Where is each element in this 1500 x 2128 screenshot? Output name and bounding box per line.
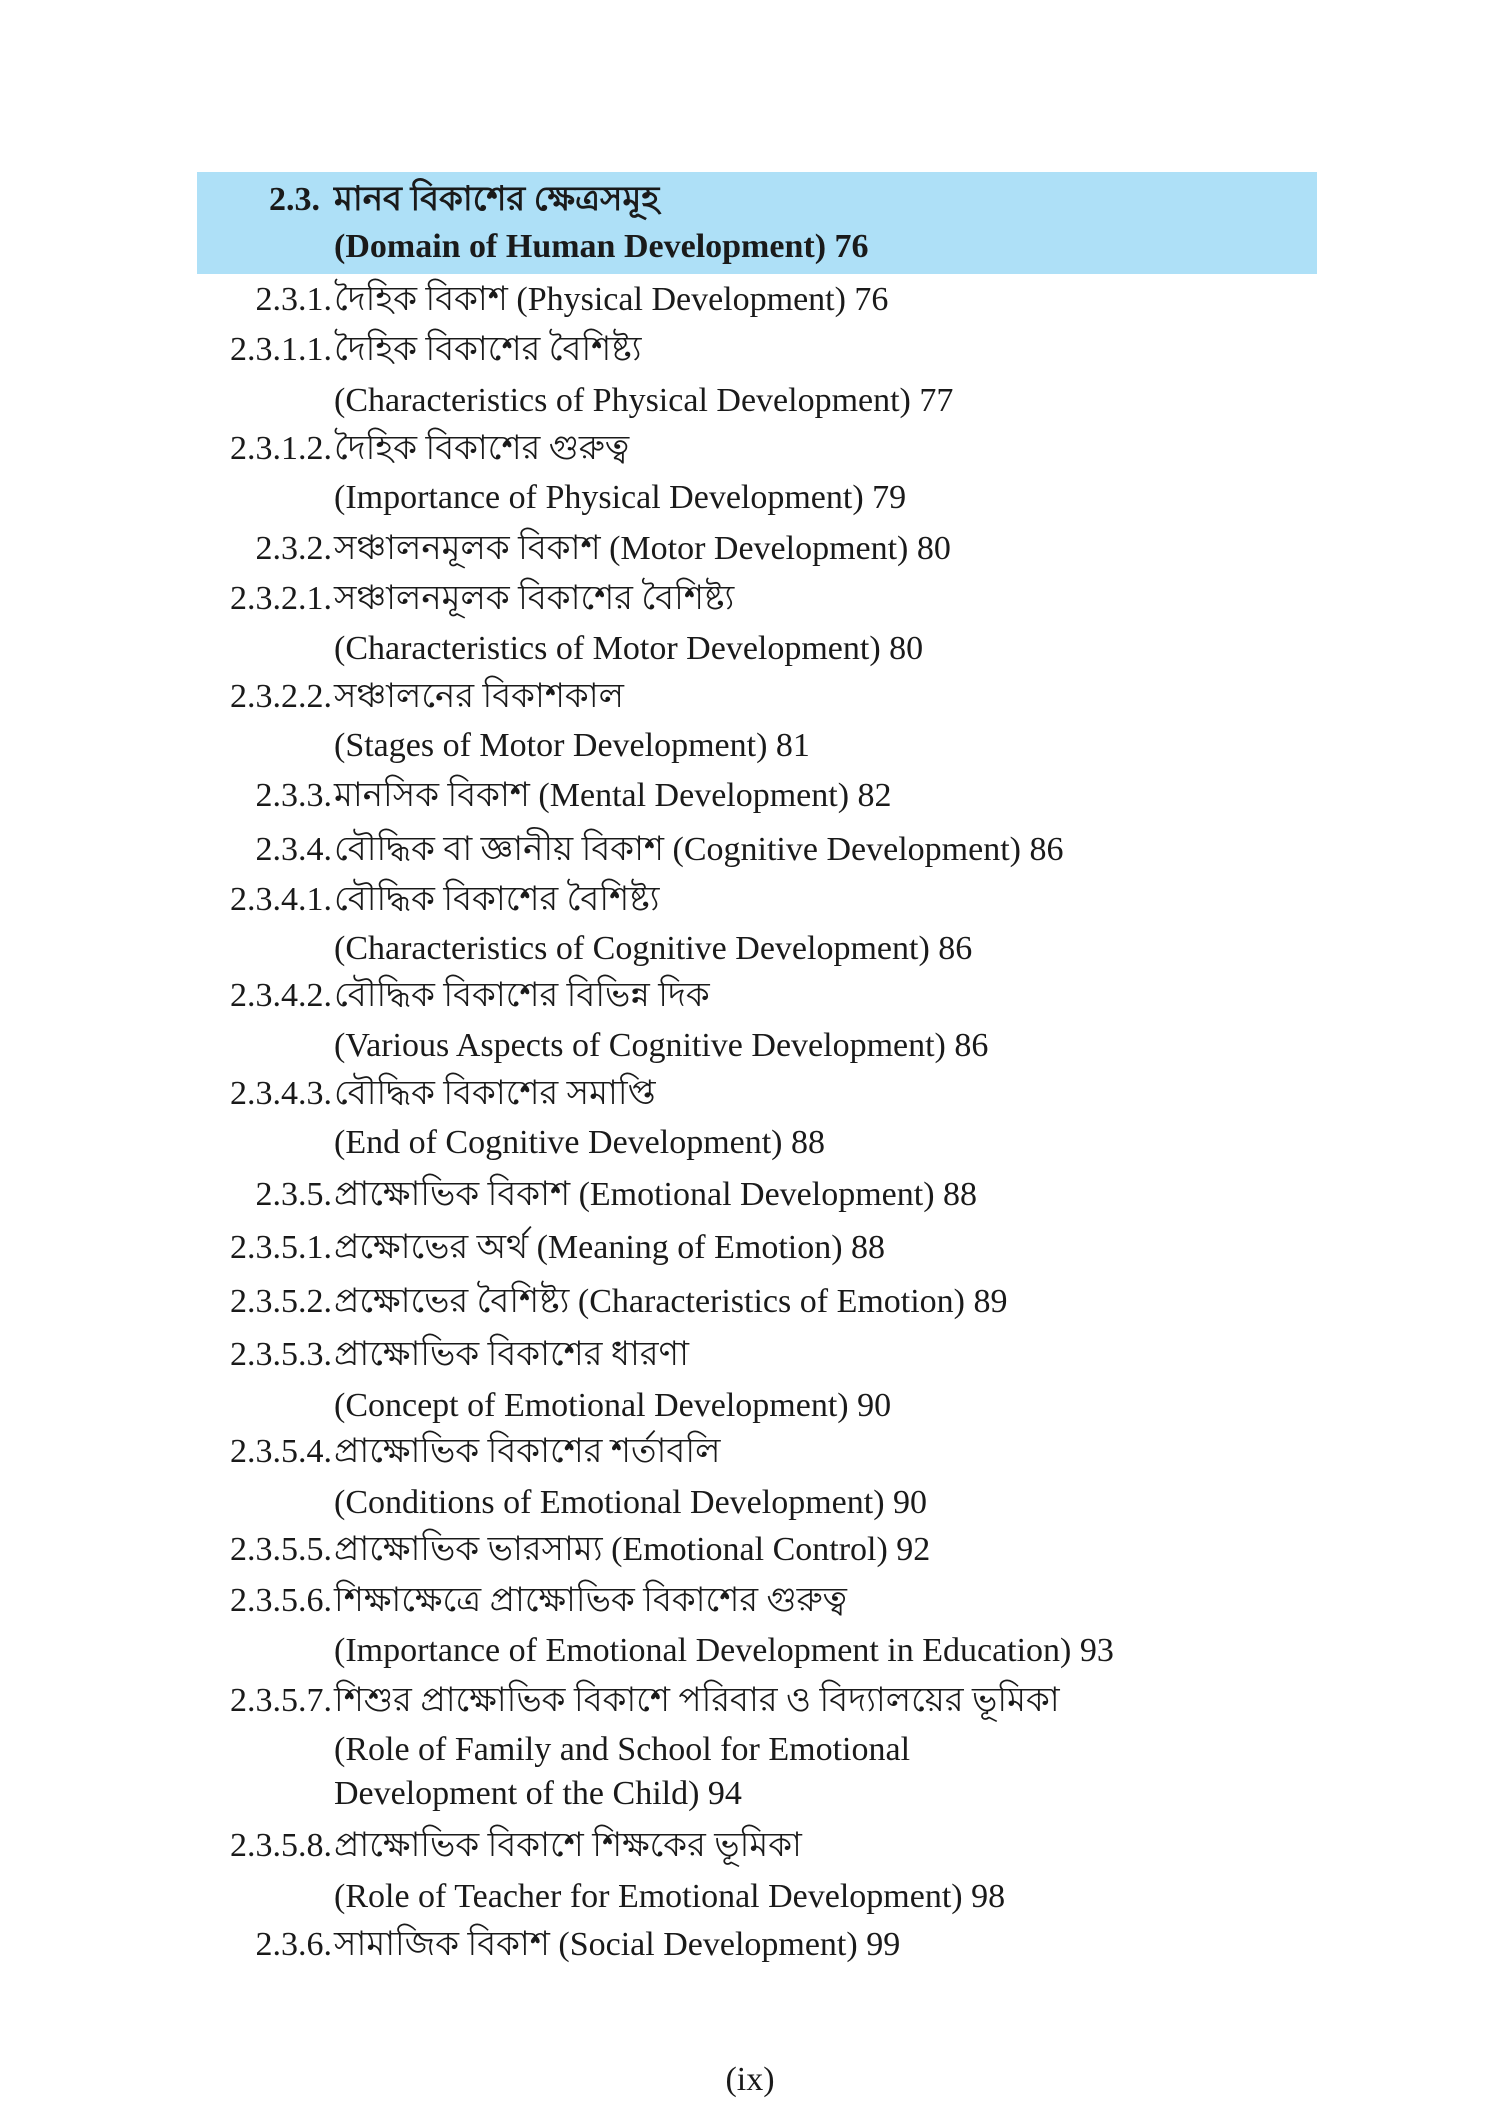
toc-entry-number: 2.3.5.8. xyxy=(230,1827,332,1864)
toc-entry-number: 2.3.5.4. xyxy=(230,1433,332,1470)
toc-entry-number: 2.3.3. xyxy=(255,777,332,814)
toc-entry-line: Development of the Child) 94 xyxy=(334,1775,742,1812)
toc-entry-number: 2.3.4.2. xyxy=(230,977,332,1014)
toc-entry-number: 2.3.5.5. xyxy=(230,1531,332,1568)
toc-entry-line: (Role of Teacher for Emotional Development) 98 xyxy=(334,1878,1006,1915)
toc-entry-line: (Various Aspects of Cognitive Development) 86 xyxy=(334,1027,989,1064)
toc-entry-number: 2.3.5.1. xyxy=(230,1229,332,1266)
toc-entry-line: প্রাক্ষোভিক বিকাশের শর্তাবলি xyxy=(334,1433,721,1470)
toc-entry-line: দৈহিক বিকাশ (Physical Development) 76 xyxy=(334,281,889,318)
toc-entry-line: বৌদ্ধিক বিকাশের বিভিন্ন দিক xyxy=(334,977,710,1014)
toc-entry-number: 2.3.5. xyxy=(255,1176,332,1213)
section-header-number: 2.3. xyxy=(269,181,320,218)
toc-entry-line: শিশুর প্রাক্ষোভিক বিকাশে পরিবার ও বিদ্যালয়ের ভূমিকা xyxy=(334,1682,1060,1719)
toc-entry-number: 2.3.4. xyxy=(255,831,332,868)
toc-entry-number: 2.3.5.6. xyxy=(230,1582,332,1619)
section-header-en: (Domain of Human Development) 76 xyxy=(334,228,869,265)
toc-entry-line: (Stages of Motor Development) 81 xyxy=(334,727,810,764)
toc-entry-line: (Role of Family and School for Emotional xyxy=(334,1731,911,1768)
toc-entry-number: 2.3.4.3. xyxy=(230,1075,332,1112)
toc-entry-number: 2.3.1.1. xyxy=(230,331,332,368)
toc-entry-number: 2.3.2.2. xyxy=(230,678,332,715)
toc-entry-line: (Importance of Physical Development) 79 xyxy=(334,479,907,516)
toc-entry-line: প্রাক্ষোভিক বিকাশের ধারণা xyxy=(334,1336,689,1373)
toc-entry-line: প্রক্ষোভের বৈশিষ্ট্য (Characteristics of Emotion) 89 xyxy=(334,1283,1008,1320)
toc-entry-line: বৌদ্ধিক বা জ্ঞানীয় বিকাশ (Cognitive Development) 86 xyxy=(334,831,1064,868)
toc-entry-line: সঞ্চালনের বিকাশকাল xyxy=(334,678,624,715)
toc-entry-line: (Characteristics of Physical Development) 77 xyxy=(334,382,954,419)
toc-entry-line: (Characteristics of Cognitive Development) 86 xyxy=(334,930,973,967)
toc-entry-line: (Concept of Emotional Development) 90 xyxy=(334,1387,892,1424)
toc-entry-number: 2.3.5.3. xyxy=(230,1336,332,1373)
toc-entry-line: বৌদ্ধিক বিকাশের সমাপ্তি xyxy=(334,1075,656,1112)
toc-entry-number: 2.3.6. xyxy=(255,1926,332,1963)
toc-entry-line: প্রক্ষোভের অর্থ (Meaning of Emotion) 88 xyxy=(334,1229,886,1266)
toc-entry-line: সামাজিক বিকাশ (Social Development) 99 xyxy=(334,1926,901,1963)
toc-entry-line: বৌদ্ধিক বিকাশের বৈশিষ্ট্য xyxy=(334,881,660,918)
toc-entry-line: (Conditions of Emotional Development) 90 xyxy=(334,1484,928,1521)
toc-entry-line: প্রাক্ষোভিক বিকাশ (Emotional Development) 88 xyxy=(334,1176,978,1213)
toc-entry-number: 2.3.1. xyxy=(255,281,332,318)
toc-entry-line: (Characteristics of Motor Development) 80 xyxy=(334,630,924,667)
toc-entry-number: 2.3.5.2. xyxy=(230,1283,332,1320)
toc-entry-line: (Importance of Emotional Development in Education) 93 xyxy=(334,1632,1114,1669)
toc-entry-line: সঞ্চালনমূলক বিকাশের বৈশিষ্ট্য xyxy=(334,580,735,617)
toc-entry-line: দৈহিক বিকাশের গুরুত্ব xyxy=(334,430,630,467)
toc-entry-line: মানসিক বিকাশ (Mental Development) 82 xyxy=(334,777,892,814)
toc-entry-line: প্রাক্ষোভিক ভারসাম্য (Emotional Control) 92 xyxy=(334,1531,931,1568)
toc-entry-line: শিক্ষাক্ষেত্রে প্রাক্ষোভিক বিকাশের গুরুত্ব xyxy=(334,1582,847,1619)
toc-entry-number: 2.3.5.7. xyxy=(230,1682,332,1719)
toc-entry-line: প্রাক্ষোভিক বিকাশে শিক্ষকের ভূমিকা xyxy=(334,1827,802,1864)
toc-entry-number: 2.3.2. xyxy=(255,530,332,567)
section-header-bn: মানব বিকাশের ক্ষেত্রসমূহ xyxy=(334,181,660,218)
toc-entry-line: (End of Cognitive Development) 88 xyxy=(334,1124,826,1161)
toc-entry-line: দৈহিক বিকাশের বৈশিষ্ট্য xyxy=(334,331,642,368)
toc-entry-line: সঞ্চালনমূলক বিকাশ (Motor Development) 80 xyxy=(334,530,951,567)
page-number: (ix) xyxy=(725,2061,775,2098)
toc-entry-number: 2.3.2.1. xyxy=(230,580,332,617)
toc-entry-number: 2.3.1.2. xyxy=(230,430,332,467)
toc-entry-number: 2.3.4.1. xyxy=(230,881,332,918)
